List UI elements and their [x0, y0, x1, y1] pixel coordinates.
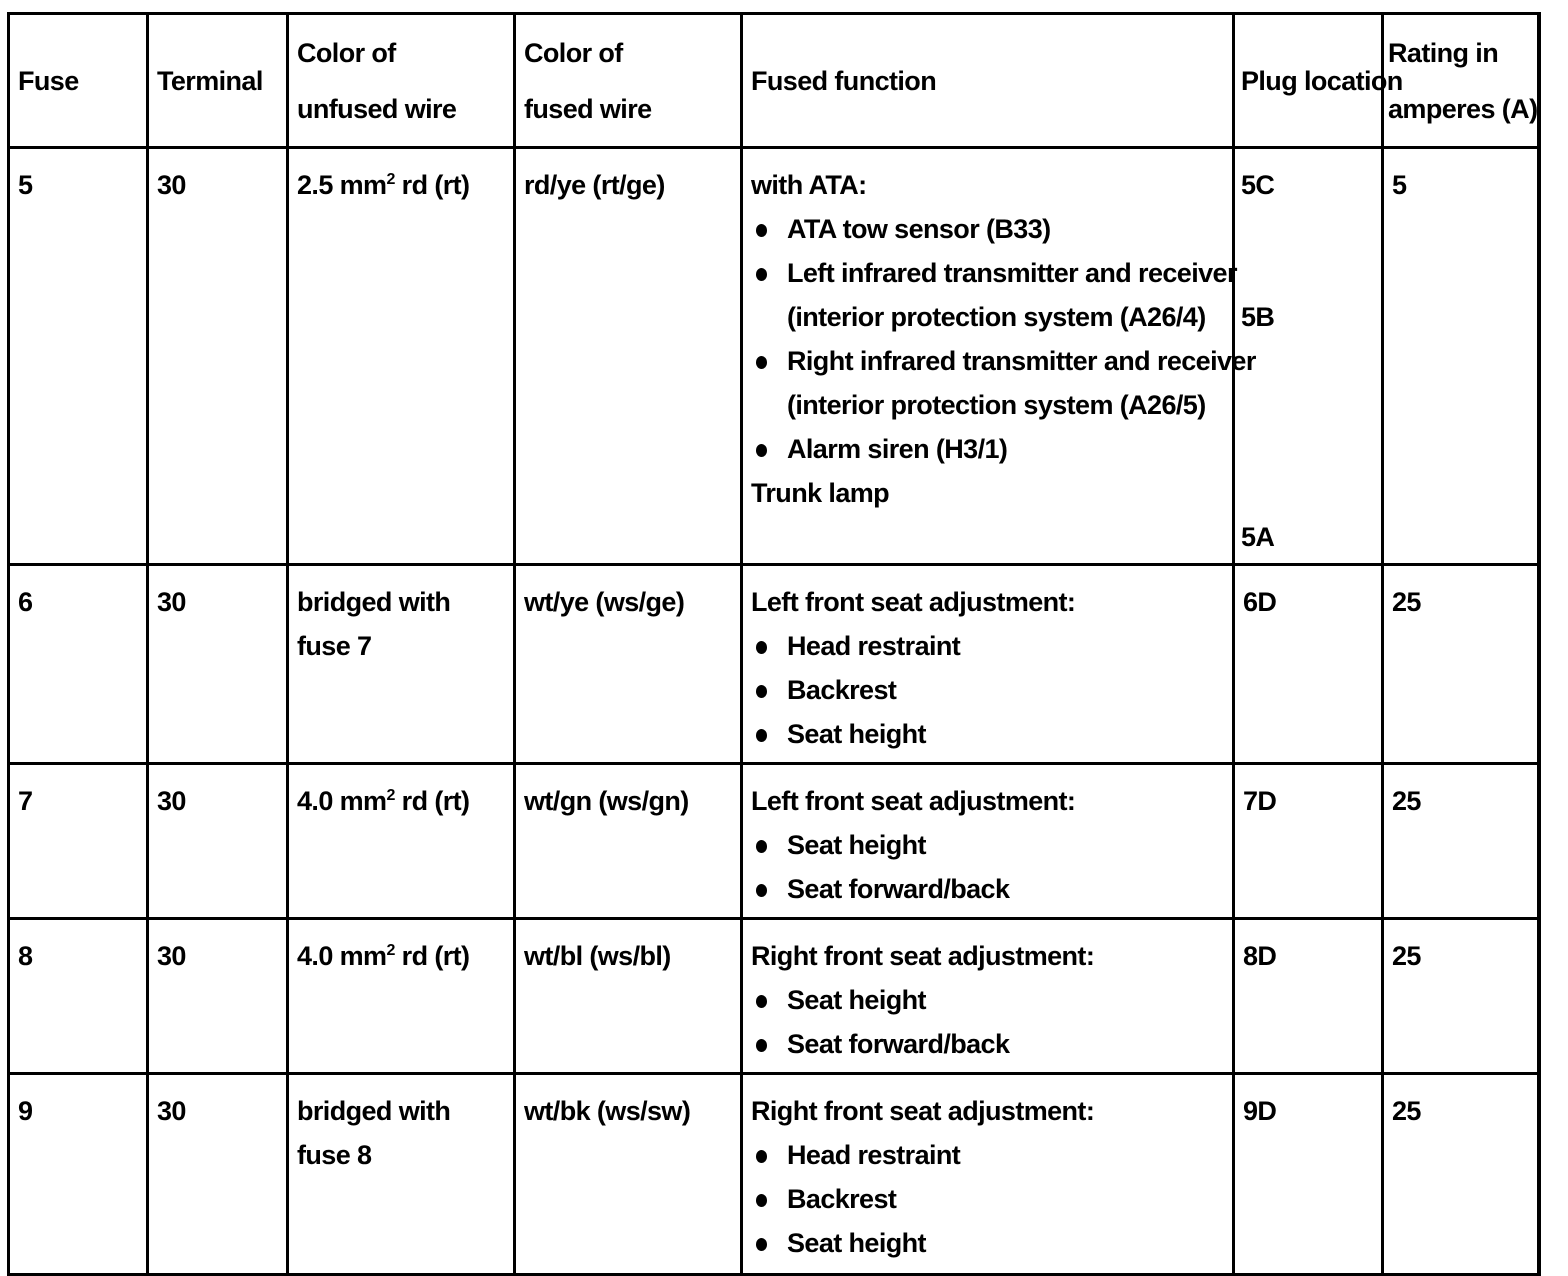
cell-unfused-wire: 4.0 $mm^2$ rd (rt) — [288, 764, 515, 919]
bullet-item: Seat forward/back — [751, 1022, 1226, 1066]
fuse-table-sheet — [7, 12, 1537, 1264]
header-row — [9, 14, 1539, 148]
header-unfused-wire: Color of unfused wire — [288, 14, 515, 148]
cell-fused-function: with ATA: ATA tow sensor (B33) Left infrared transmitter and receiver (interior protection system (A26/4) Right infrared transmitter and receiver (interior protection system (A26/5) Alarm siren (H3/1) Trunk lamp — [742, 148, 1234, 565]
cell-terminal: 30 — [148, 764, 288, 919]
plug-5a: 5A — [1241, 522, 1275, 552]
bullet-item: Seat height — [751, 1221, 1226, 1265]
cell-rating: 25 — [1383, 1074, 1539, 1275]
cell-fused-function: Right front seat adjustment: Head restraint Backrest Seat height — [742, 1074, 1234, 1275]
cell-terminal: 30 — [148, 1074, 288, 1275]
bullet-item: Seat height — [751, 823, 1226, 867]
cell-plug-location: 6D — [1234, 565, 1383, 764]
cell-unfused-wire: bridged with fuse 8 — [288, 1074, 515, 1275]
cell-plug-location: 8D — [1234, 919, 1383, 1074]
cell-rating: 25 — [1383, 919, 1539, 1074]
bullet-item: Backrest — [751, 1177, 1226, 1221]
bullet-item: Seat height — [751, 712, 1226, 756]
header-fuse: Fuse — [9, 14, 148, 148]
cell-unfused-wire: 2.5 $mm^2$ rd (rt) — [288, 148, 515, 565]
cell-terminal: 30 — [148, 148, 288, 565]
bullet-item: Left infrared transmitter and receiver — [751, 251, 1226, 295]
cell-unfused-wire: bridged with fuse 7 — [288, 565, 515, 764]
cell-rating: 5 — [1383, 148, 1539, 565]
bullet-continuation: (interior protection system (A26/5) — [787, 390, 1206, 420]
cell-fuse: 8 — [9, 919, 148, 1074]
cell-fused-function: Left front seat adjustment: Head restraint Backrest Seat height — [742, 565, 1234, 764]
bullet-item: Head restraint — [751, 624, 1226, 668]
header-plug-location: Plug location — [1234, 14, 1383, 148]
cell-plug-location: 9D — [1234, 1074, 1383, 1275]
cell-fused-function: Left front seat adjustment: Seat height Seat forward/back — [742, 764, 1234, 919]
cell-terminal: 30 — [148, 565, 288, 764]
bullet-item: Head restraint — [751, 1133, 1226, 1177]
cell-plug-location — [1234, 148, 1383, 565]
header-rating: Rating in amperes (A) — [1383, 14, 1539, 148]
cell-fuse: 5 — [9, 148, 148, 565]
cell-fused-wire: wt/bk (ws/sw) — [515, 1074, 742, 1275]
cell-fused-wire: wt/bl (ws/bl) — [515, 919, 742, 1074]
bullet-item: Seat forward/back — [751, 867, 1226, 911]
cell-fuse: 6 — [9, 565, 148, 764]
cell-rating: 25 — [1383, 565, 1539, 764]
cell-fused-wire: wt/ye (ws/ge) — [515, 565, 742, 764]
table-row — [9, 148, 1539, 565]
header-fused-function: Fused function — [742, 14, 1234, 148]
cell-terminal: 30 — [148, 919, 288, 1074]
table-row — [9, 1074, 1539, 1275]
table-row — [9, 919, 1539, 1074]
bullet-item: Alarm siren (H3/1) — [751, 427, 1226, 471]
plug-5c: 5C — [1241, 170, 1275, 200]
bullet-item: Right infrared transmitter and receiver — [751, 339, 1226, 383]
cell-fused-function: Right front seat adjustment: Seat height Seat forward/back — [742, 919, 1234, 1074]
bullet-item: Seat height — [751, 978, 1226, 1022]
plug-5b: 5B — [1241, 302, 1275, 332]
cell-fuse: 7 — [9, 764, 148, 919]
table-row — [9, 764, 1539, 919]
cell-plug-location: 7D — [1234, 764, 1383, 919]
header-fused-wire: Color of fused wire — [515, 14, 742, 148]
cell-fused-wire: rd/ye (rt/ge) — [515, 148, 742, 565]
table-row — [9, 565, 1539, 764]
cell-fuse: 9 — [9, 1074, 148, 1275]
cell-rating: 25 — [1383, 764, 1539, 919]
bullet-continuation: (interior protection system (A26/4) — [787, 302, 1206, 332]
fuse-table — [7, 12, 1541, 1276]
header-terminal: Terminal — [148, 14, 288, 148]
cell-unfused-wire: 4.0 $mm^2$ rd (rt) — [288, 919, 515, 1074]
bullet-item: Backrest — [751, 668, 1226, 712]
cell-fused-wire: wt/gn (ws/gn) — [515, 764, 742, 919]
bullet-item: ATA tow sensor (B33) — [751, 207, 1226, 251]
